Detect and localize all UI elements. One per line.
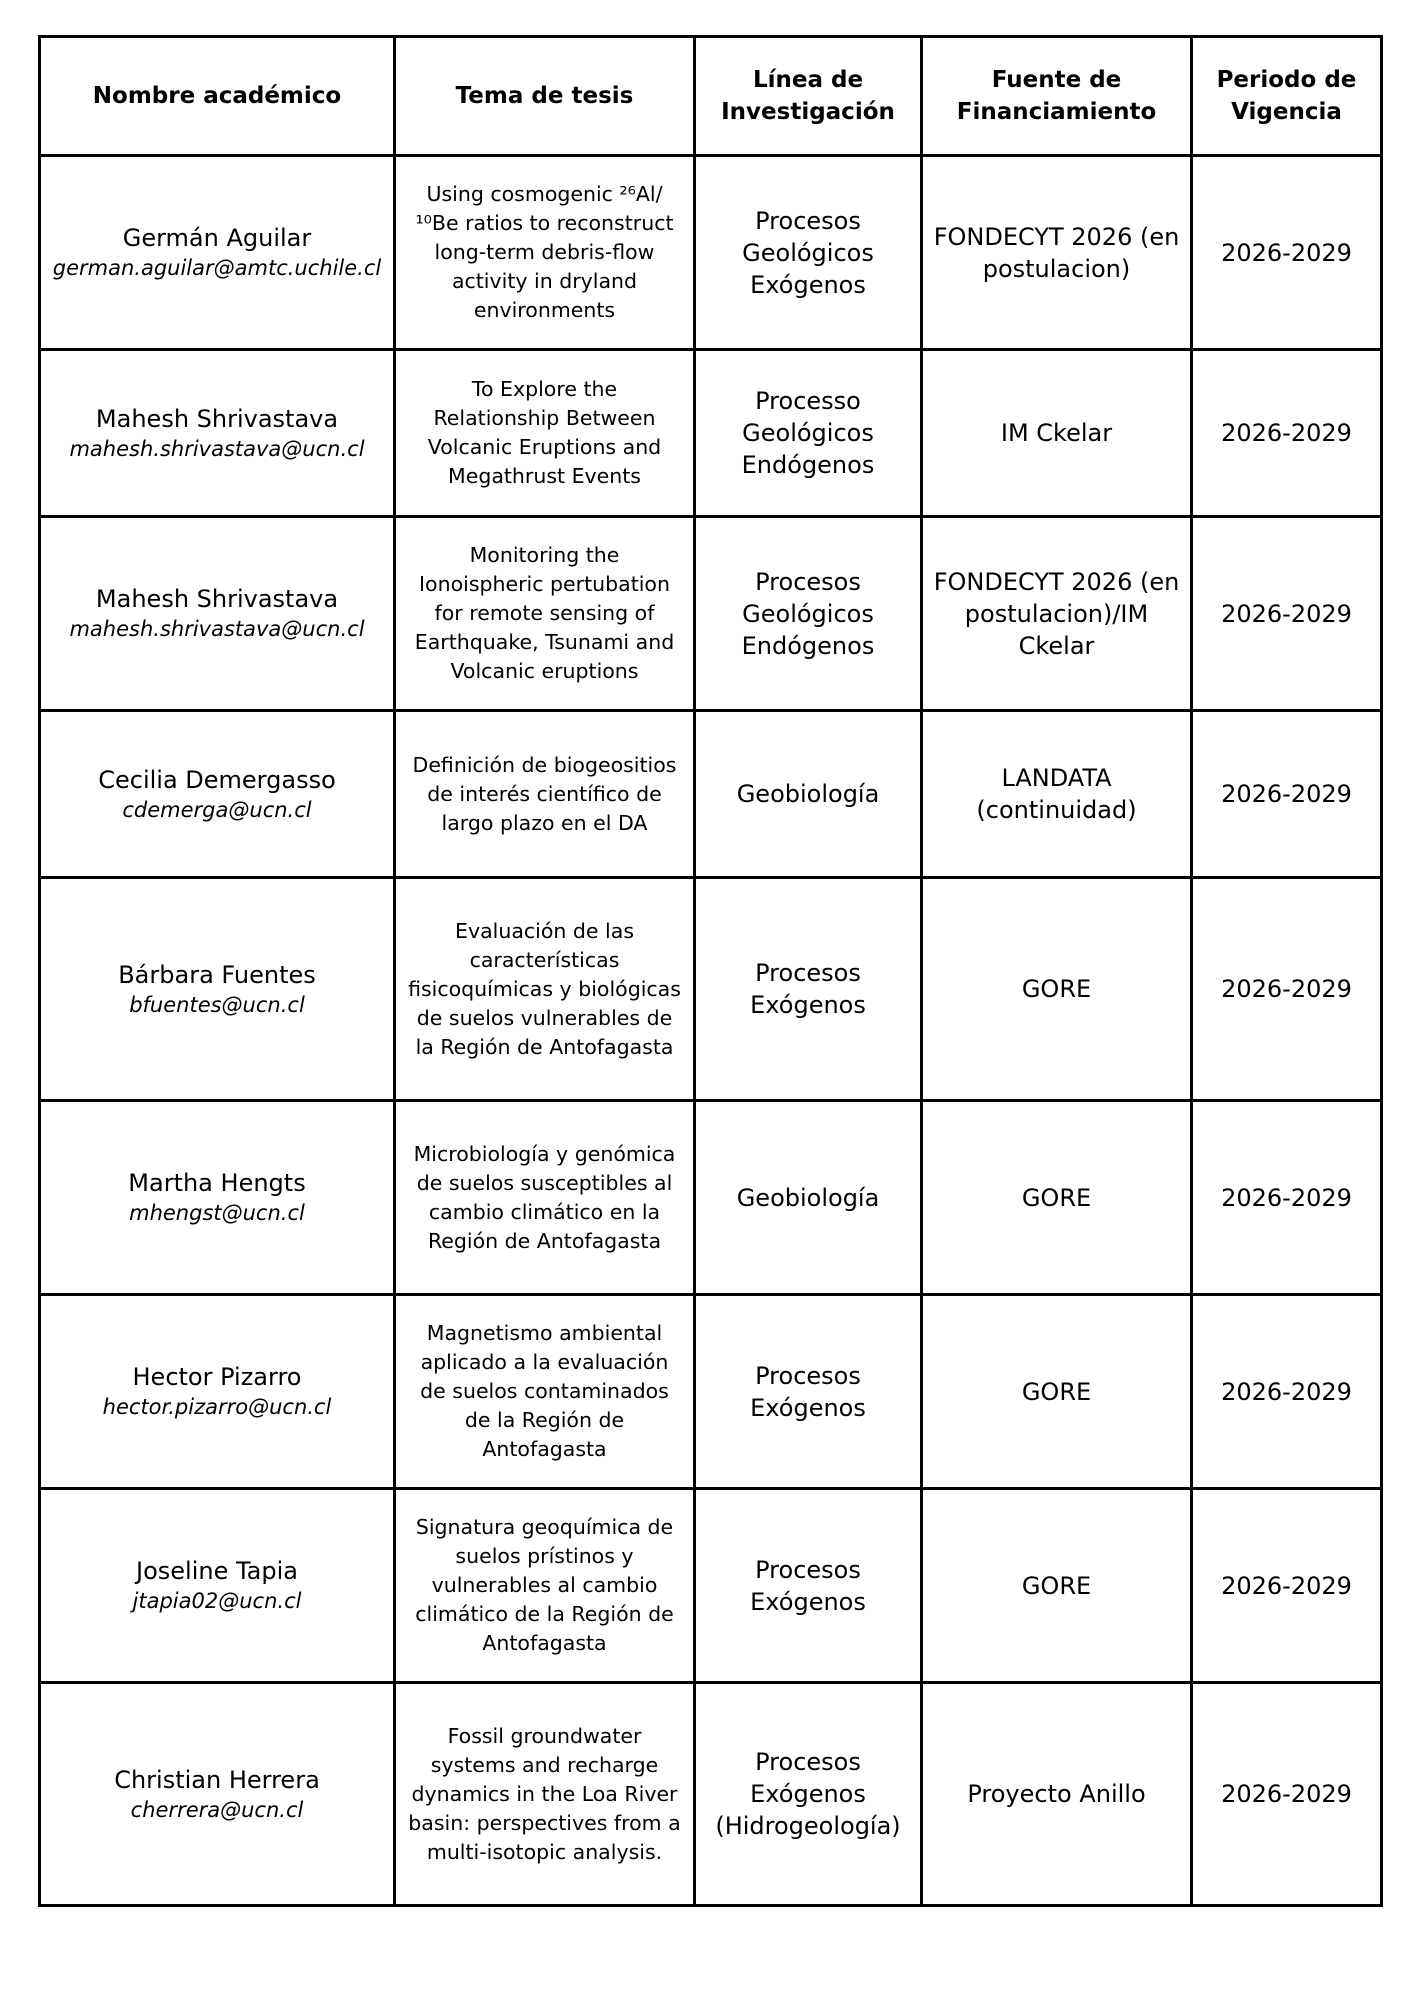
thesis-topic-cell: Magnetismo ambiental aplicado a la evaluación de suelos contaminados de la Región de Antofagasta: [395, 1295, 695, 1489]
academic-name-cell: [40, 156, 395, 350]
funding-source-cell: IM Ckelar: [922, 350, 1192, 517]
academic-email: hector.pizarro@ucn.cl: [102, 1395, 332, 1419]
header-validity-period: Periodo de Vigencia: [1192, 37, 1382, 156]
thesis-topic-cell: Monitoring the Ionoispheric pertubation for remote sensing of Earthquake, Tsunami and Volcanic eruptions: [395, 517, 695, 711]
table-row: [40, 350, 1382, 517]
academic-name-cell: [40, 1683, 395, 1906]
table-row: [40, 1683, 1382, 1906]
academic-name: Bárbara Fuentes: [118, 960, 316, 989]
header-thesis-topic: Tema de tesis: [395, 37, 695, 156]
header-row: [40, 37, 1382, 156]
table-row: [40, 1101, 1382, 1295]
table-row: [40, 1295, 1382, 1489]
validity-period-cell: 2026-2029: [1192, 1489, 1382, 1683]
thesis-table: [38, 35, 1383, 1907]
funding-source-cell: GORE: [922, 878, 1192, 1101]
academic-name-cell: [40, 878, 395, 1101]
academic-email: cherrera@ucn.cl: [130, 1797, 304, 1822]
validity-period-cell: 2026-2029: [1192, 878, 1382, 1101]
research-line-cell: Procesos Geológicos Endógenos: [695, 517, 922, 711]
validity-period-cell: 2026-2029: [1192, 350, 1382, 517]
funding-source-cell: GORE: [922, 1101, 1192, 1295]
header-research-line: Línea de Investigación: [695, 37, 922, 156]
academic-email: german.aguilar@amtc.uchile.cl: [52, 256, 382, 280]
academic-email: cdemerga@ucn.cl: [122, 797, 312, 822]
academic-email: mhengst@ucn.cl: [129, 1201, 305, 1225]
validity-period-cell: 2026-2029: [1192, 156, 1382, 350]
research-line-cell: Geobiología: [695, 1101, 922, 1295]
academic-email: jtapia02@ucn.cl: [132, 1589, 302, 1613]
research-line-cell: Geobiología: [695, 711, 922, 878]
thesis-topic-cell: Signatura geoquímica de suelos prístinos y vulnerables al cambio climático de la Región de Antofagasta: [395, 1489, 695, 1683]
research-line-cell: Procesos Exógenos: [695, 1295, 922, 1489]
academic-name: Cecilia Demergasso: [98, 765, 336, 794]
academic-name: Germán Aguilar: [122, 224, 312, 252]
thesis-topic-cell: To Explore the Relationship Between Volcanic Eruptions and Megathrust Events: [395, 350, 695, 517]
academic-name-cell: [40, 1489, 395, 1683]
academic-name: Hector Pizarro: [132, 1363, 302, 1391]
funding-source-cell: Proyecto Anillo: [922, 1683, 1192, 1906]
validity-period-cell: 2026-2029: [1192, 1683, 1382, 1906]
thesis-topic-cell: Definición de biogeositios de interés científico de largo plazo en el DA: [395, 711, 695, 878]
validity-period-cell: 2026-2029: [1192, 1295, 1382, 1489]
academic-name: Mahesh Shrivastava: [95, 404, 339, 433]
header-funding-source: Fuente de Financiamiento: [922, 37, 1192, 156]
thesis-topic-cell: Fossil groundwater systems and recharge dynamics in the Loa River basin: perspectives from a multi-isotopic analysis.: [395, 1683, 695, 1906]
academic-name-cell: [40, 1295, 395, 1489]
table-body: [40, 156, 1382, 1906]
academic-email: mahesh.shrivastava@ucn.cl: [69, 436, 365, 461]
academic-name: Martha Hengts: [128, 1169, 306, 1197]
table-row: [40, 878, 1382, 1101]
research-line-cell: Procesos Exógenos: [695, 1489, 922, 1683]
academic-name: Christian Herrera: [114, 1765, 320, 1794]
thesis-topic-cell: Microbiología y genómica de suelos susceptibles al cambio climático en la Región de Antofagasta: [395, 1101, 695, 1295]
funding-source-cell: LANDATA (continuidad): [922, 711, 1192, 878]
academic-name-cell: [40, 517, 395, 711]
funding-source-cell: FONDECYT 2026 (en postulacion)/IM Ckelar: [922, 517, 1192, 711]
research-line-cell: Processo Geológicos Endógenos: [695, 350, 922, 517]
research-line-cell: Procesos Geológicos Exógenos: [695, 156, 922, 350]
academic-name-cell: [40, 350, 395, 517]
research-line-cell: Procesos Exógenos: [695, 878, 922, 1101]
table-row: [40, 517, 1382, 711]
thesis-topic-cell: Using cosmogenic ²⁶Al/¹⁰Be ratios to reconstruct long-term debris-flow activity in dryland environments: [395, 156, 695, 350]
academic-name: Mahesh Shrivastava: [95, 585, 339, 613]
research-line-cell: Procesos Exógenos (Hidrogeología): [695, 1683, 922, 1906]
table-row: [40, 711, 1382, 878]
academic-name: Joseline Tapia: [136, 1557, 298, 1585]
funding-source-cell: FONDECYT 2026 (en postulacion): [922, 156, 1192, 350]
validity-period-cell: 2026-2029: [1192, 517, 1382, 711]
academic-name-cell: [40, 711, 395, 878]
academic-email: bfuentes@ucn.cl: [129, 992, 305, 1017]
header-academic-name: Nombre académico: [40, 37, 395, 156]
table-row: [40, 156, 1382, 350]
thesis-topic-cell: Evaluación de las características fisicoquímicas y biológicas de suelos vulnerables de la Región de Antofagasta: [395, 878, 695, 1101]
academic-email: mahesh.shrivastava@ucn.cl: [69, 617, 365, 641]
funding-source-cell: GORE: [922, 1295, 1192, 1489]
table-row: [40, 1489, 1382, 1683]
academic-name-cell: [40, 1101, 395, 1295]
validity-period-cell: 2026-2029: [1192, 711, 1382, 878]
funding-source-cell: GORE: [922, 1489, 1192, 1683]
validity-period-cell: 2026-2029: [1192, 1101, 1382, 1295]
